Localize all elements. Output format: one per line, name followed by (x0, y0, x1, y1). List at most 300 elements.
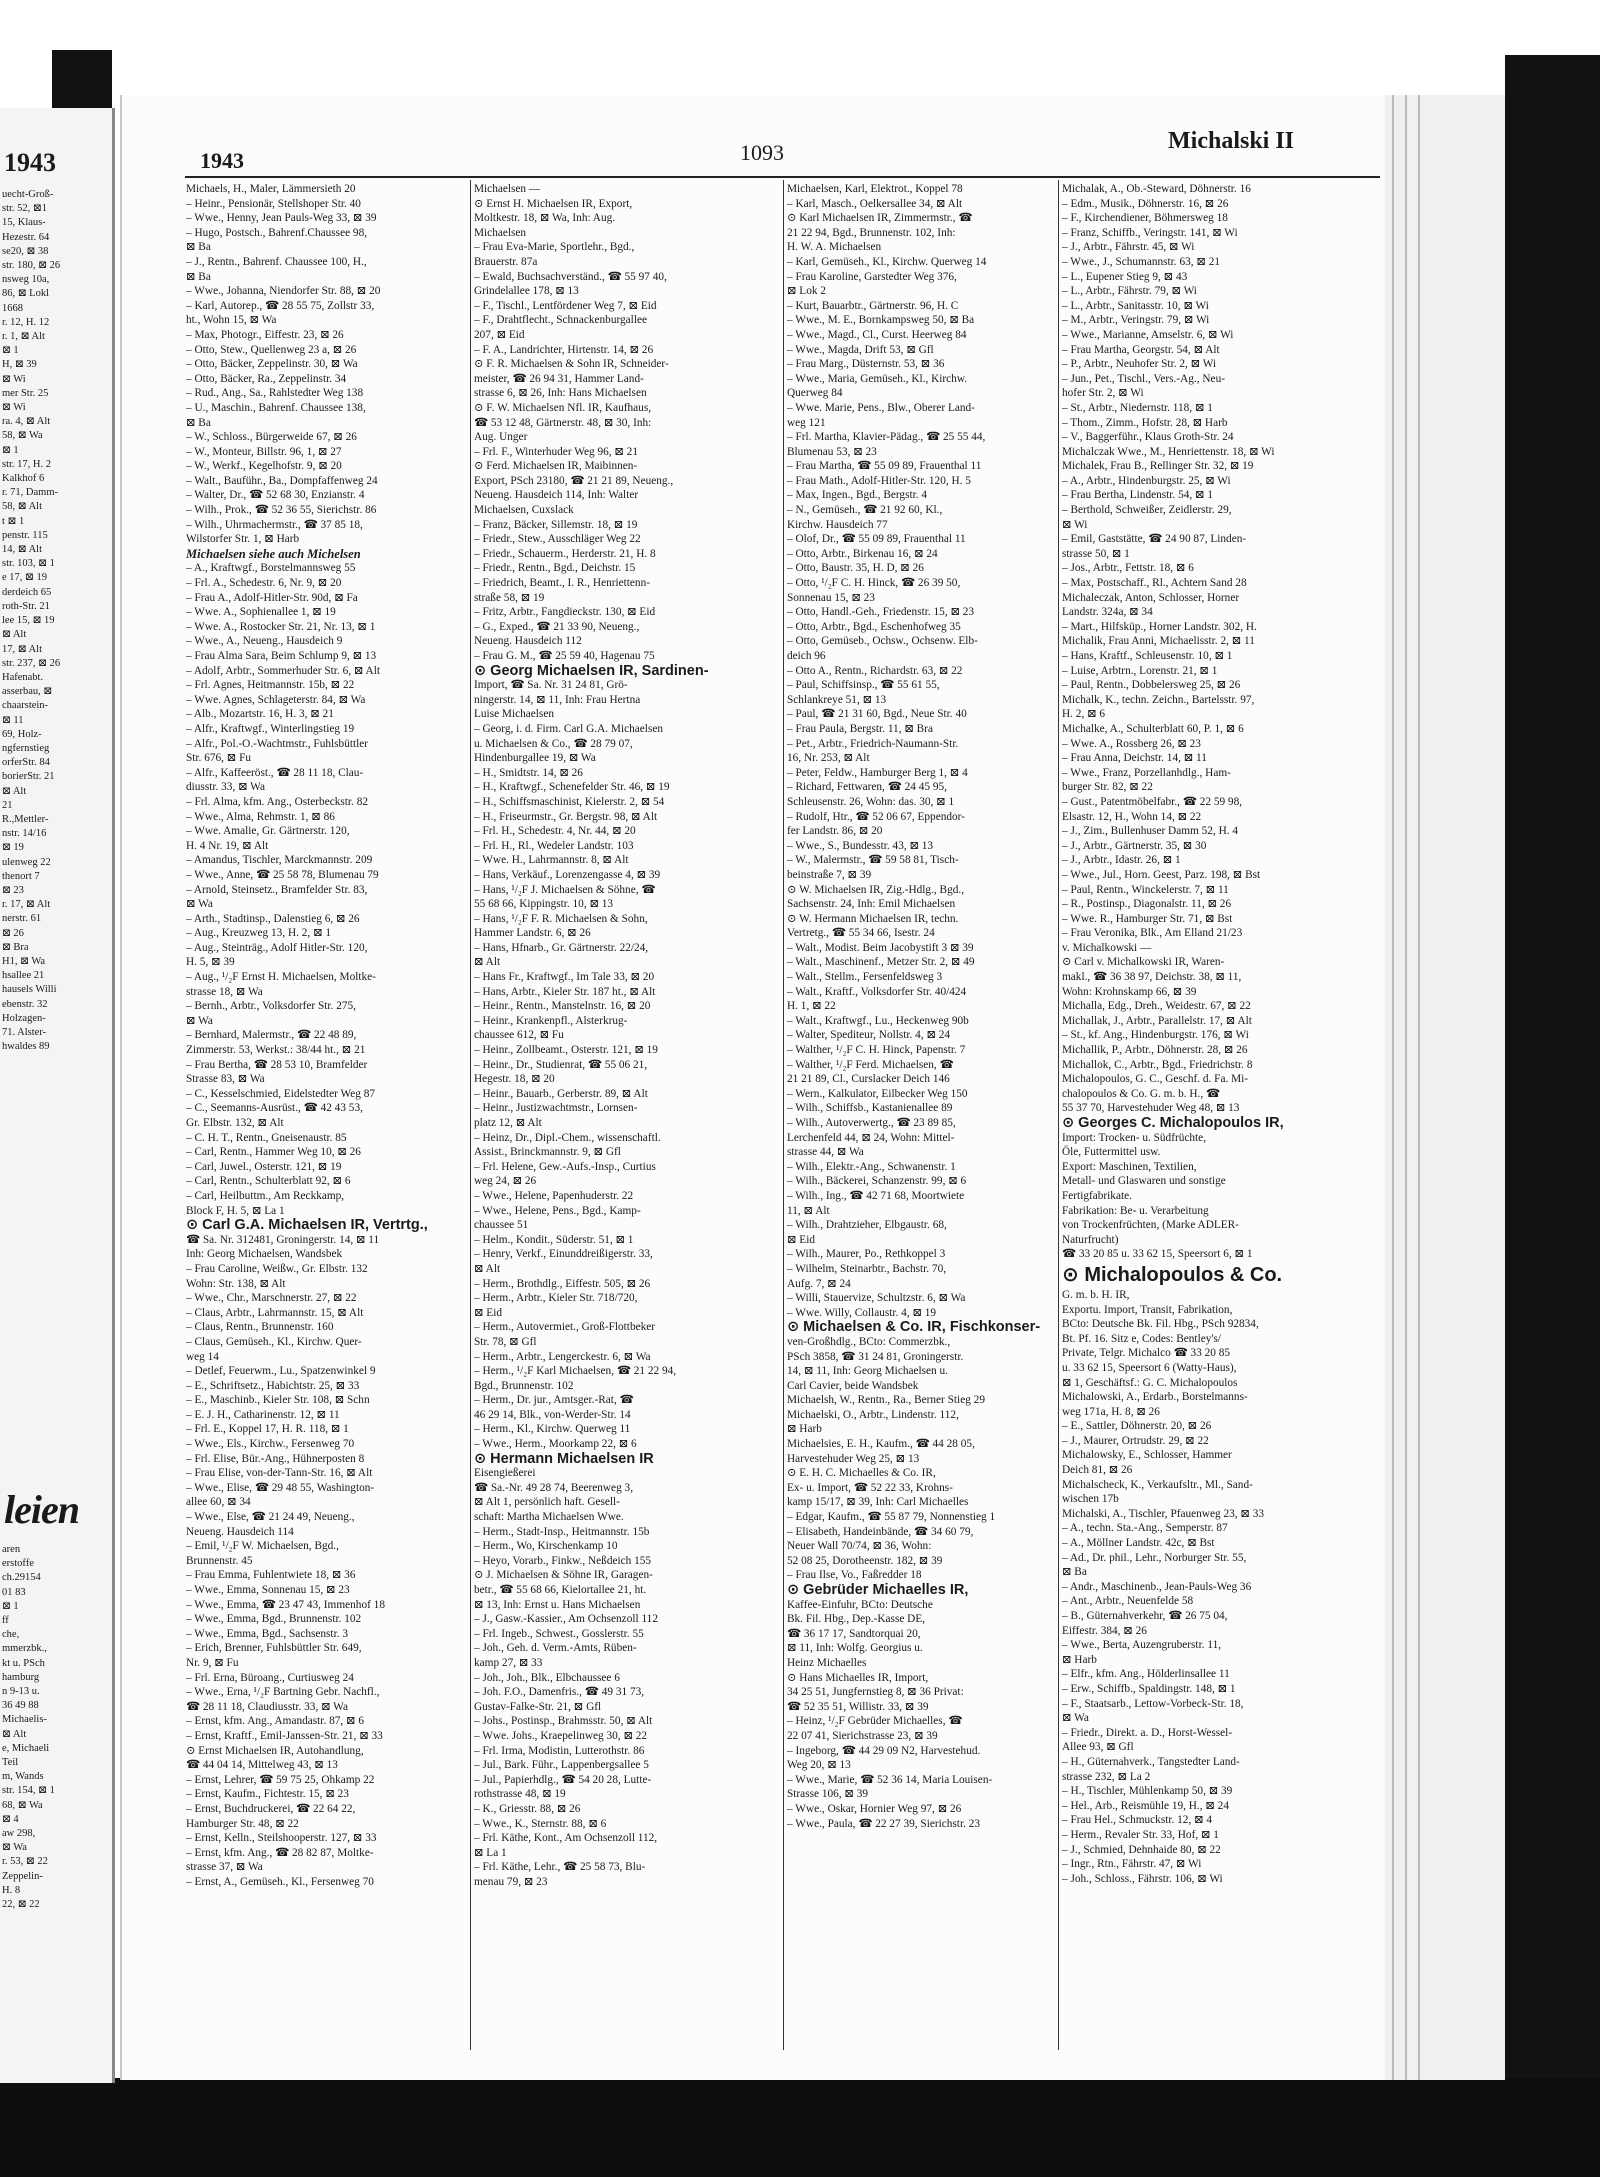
directory-entry-line: – Friedr., Stew., Ausschläger Weg 22 (474, 533, 641, 546)
directory-entry-line: – Wilhelm, Steinarbtr., Bachstr. 70, (787, 1262, 947, 1275)
directory-entry-line: Bk. Fil. Hbg., Dep.-Kasse DE, (787, 1613, 926, 1626)
directory-entry-line: Michalla, Edg., Dreh., Weidestr. 67, ⊠ 22 (1062, 1000, 1251, 1013)
directory-entry-line: ningerstr. 14, ⊠ 11, Inh: Frau Hertna (474, 693, 641, 706)
directory-entry-line: – Herm., Arbtr., Kieler Str. 718/720, (474, 1292, 638, 1305)
directory-entry-line: ven-Großhdlg., BCto: Commerzbk., (787, 1335, 951, 1348)
directory-entry-line: 21 21 89, Cl., Curslacker Deich 146 (787, 1073, 950, 1086)
directory-entry-line: – Max, Postschaff., Rl., Achtern Sand 28 (1062, 577, 1247, 590)
directory-entry-line: Michalowski, A., Erdarb., Borstelmanns- (1062, 1391, 1248, 1404)
directory-entry-line: – Emil, Gaststätte, ☎ 24 90 87, Linden- (1062, 533, 1247, 546)
directory-entry-line: diusstr. 33, ⊠ Wa (186, 781, 265, 794)
previous-page-line: ⊠ 1 (2, 444, 19, 456)
directory-entry-line: ⊙ Ferd. Michaelsen IR, Maibinnen- (474, 460, 638, 473)
directory-entry-line: – Olof, Dr., ☎ 55 09 89, Frauenthal 11 (787, 533, 966, 546)
directory-entry-line: Ex- u. Import, ☎ 52 22 33, Krohns- (787, 1481, 953, 1494)
directory-entry-line: ⊠ Ba (186, 270, 211, 283)
previous-page-line: ⊠ Alt (2, 629, 27, 641)
directory-entry-line: ⊠ 11, Inh: Wolfg. Georgius u. (787, 1642, 923, 1655)
directory-entry-line: – Hans, Hfnarb., Gr. Gärtnerstr. 22/24, (474, 941, 649, 954)
previous-page-line: ⊠ 1 (2, 345, 19, 357)
previous-page-line: ⊠ Wi (2, 373, 26, 385)
directory-entry-line: – Wilh., Drahtzieher, Elbgaustr. 68, (787, 1219, 947, 1232)
previous-page-line: mmerzbk., (2, 1643, 47, 1655)
directory-entry-line: – Wilh., Bäckerei, Schanzenstr. 99, ⊠ 6 (787, 1175, 967, 1188)
directory-column-4 (1062, 182, 1362, 1886)
directory-entry-line: H. 5, ⊠ 39 (186, 956, 235, 969)
previous-page-line: ra. 4, ⊠ Alt (2, 416, 51, 428)
directory-entry-line: – Wwe., Johanna, Niendorfer Str. 88, ⊠ 20 (186, 285, 381, 298)
directory-entry-line: – Wilh., Prok., ☎ 52 36 55, Sierichstr. 86 (186, 504, 377, 517)
directory-entry-line: Michaelski, O., Arbtr., Lindenstr. 112, (787, 1408, 959, 1421)
directory-entry-line: – Otto, Arbtr., Birkenau 16, ⊠ 24 (787, 547, 938, 560)
previous-page-line: roth-Str. 21 (2, 600, 50, 612)
directory-entry-line: – Kurt, Bauarbtr., Gärtnerstr. 96, H. C (787, 299, 959, 312)
directory-entry-line: Fabrikation: Be- u. Verarbeitung (1062, 1204, 1209, 1217)
directory-entry-line: chaussee 51 (474, 1219, 529, 1232)
directory-entry-line: Bgd., Brunnenstr. 102 (474, 1379, 574, 1392)
directory-entry-line: – Karl, Masch., Oelkersallee 34, ⊠ Alt (787, 197, 963, 210)
directory-entry-line: – Edgar, Kaufm., ☎ 55 87 79, Nonnenstieg 1 (787, 1511, 996, 1524)
directory-entry-line: – Bernhard, Malermstr., ☎ 22 48 89, (186, 1029, 357, 1042)
directory-entry-line: weg 24, ⊠ 26 (474, 1175, 537, 1188)
directory-entry-line: – Aug., Steinträg., Adolf Hitler-Str. 120, (186, 941, 368, 954)
directory-entry-line: – Frau Karoline, Garstedter Weg 376, (787, 270, 957, 283)
directory-entry-line: Assist., Brinckmannstr. 9, ⊠ Gfl (474, 1146, 621, 1159)
directory-entry-line: Michalczak Wwe., M., Henriettenstr. 18, ⊠ Wi (1062, 445, 1275, 458)
directory-entry-line: Hegestr. 18, ⊠ 20 (474, 1073, 555, 1086)
directory-entry-line: Eiffestr. 384, ⊠ 26 (1062, 1624, 1147, 1637)
directory-entry-line: – Joh., Schloss., Fährstr. 106, ⊠ Wi (1062, 1872, 1223, 1885)
previous-page-line: ⊠ Alt (2, 785, 27, 797)
directory-entry-line: – Walt., Maschinenf., Metzer Str. 2, ⊠ 49 (787, 956, 975, 969)
directory-entry-line: – Wwe., Chr., Marschnerstr. 27, ⊠ 22 (186, 1292, 357, 1305)
previous-page-line: str. 103, ⊠ 1 (2, 558, 55, 570)
directory-entry-line: Wohn: Krohnskamp 66, ⊠ 39 (1062, 985, 1197, 998)
directory-entry-line: – Frl. A., Schedestr. 6, Nr. 9, ⊠ 20 (186, 577, 342, 590)
previous-page-line: m, Wands (2, 1771, 44, 1783)
directory-entry-line: Elsastr. 12, H., Wohn 14, ⊠ 22 (1062, 810, 1202, 823)
directory-entry-line: – Frau A., Adolf-Hitler-Str. 90d, ⊠ Fa (186, 591, 358, 604)
previous-page-line: 68, ⊠ Wa (2, 1799, 43, 1811)
directory-entry-line: ☎ 36 17 17, Sandtorquai 20, (787, 1627, 921, 1640)
directory-entry-line: Blumenau 53, ⊠ 23 (787, 445, 877, 458)
previous-page-line: orferStr. 84 (2, 757, 50, 769)
directory-entry-line: – Thom., Zimm., Hofstr. 28, ⊠ Harb (1062, 416, 1228, 429)
directory-entry-line: – Wwe. R., Hamburger Str. 71, ⊠ Bst (1062, 912, 1233, 925)
directory-entry-line: – Wwe., Helene, Papenhuderstr. 22 (474, 1189, 634, 1202)
directory-entry-line: – H., Smidtstr. 14, ⊠ 26 (474, 766, 583, 779)
directory-entry-line: – U., Maschin., Bahrenf. Chaussee 138, (186, 401, 366, 414)
directory-entry-line: – Wwe. Agnes, Schlageterstr. 84, ⊠ Wa (186, 693, 366, 706)
directory-entry-line: – H., Tischler, Mühlenkamp 50, ⊠ 39 (1062, 1785, 1233, 1798)
directory-entry-line: – Otto, Bäcker, Zeppelinstr. 30, ⊠ Wa (186, 358, 358, 371)
directory-entry-line: Zimmerstr. 53, Werkst.: 38/44 ht., ⊠ 21 (186, 1044, 366, 1057)
directory-entry-line: – Wwe., Herm., Moorkamp 22, ⊠ 6 (474, 1438, 637, 1451)
directory-entry-line: – Frau Paula, Bergstr. 11, ⊠ Bra (787, 722, 933, 735)
directory-entry-line: – Wwe., Marianne, Amselstr. 6, ⊠ Wi (1062, 328, 1234, 341)
directory-entry-line: – Frl. H., Rl., Wedeler Landstr. 103 (474, 839, 634, 852)
previous-page-line: r. 71, Damm- (2, 487, 58, 499)
previous-page-line: Michaelis- (2, 1714, 47, 1726)
directory-entry-line: ⊠ Alt 1, persönlich haft. Gesell- (474, 1496, 620, 1509)
directory-entry-line: u. 33 62 15, Speersort 6 (Watty-Haus), (1062, 1361, 1237, 1374)
directory-entry-line: Heinz Michaelles (787, 1656, 867, 1669)
directory-entry-line: – J., Arbtr., Gärtnerstr. 35, ⊠ 30 (1062, 839, 1207, 852)
directory-entry-line: – Hans, ¹/₂F J. Michaelsen & Söhne, ☎ (474, 883, 656, 896)
directory-entry-line: – Paul, ☎ 21 31 60, Bgd., Neue Str. 40 (787, 708, 967, 721)
directory-entry-line: – Ernst, kfm. Ang., Amandastr. 87, ⊠ 6 (186, 1715, 364, 1728)
page-running-head: Michalski II (1168, 128, 1295, 154)
directory-entry-line: – Elfr., kfm. Ang., Hölderlinsallee 11 (1062, 1668, 1230, 1681)
directory-entry-line: – Wwe., Helene, Pens., Bgd., Kamp- (474, 1204, 641, 1217)
directory-entry-line: Neuer Wall 70/74, ⊠ 36, Wohn: (787, 1540, 932, 1553)
directory-entry-line: ⊠ 13, Inh: Ernst u. Hans Michaelsen (474, 1598, 641, 1611)
directory-entry-line: – Aug., ¹/₂F Ernst H. Michaelsen, Moltke- (186, 971, 376, 984)
directory-entry-line: Wilstorfer Str. 1, ⊠ Harb (186, 533, 300, 546)
directory-entry-line: – Walt., Kraftwgf., Lu., Heckenweg 90b (787, 1014, 969, 1027)
directory-entry-line: 14, ⊠ 11, Inh: Georg Michaelsen u. (787, 1365, 949, 1378)
previous-page-line: hsallee 21 (2, 970, 45, 982)
directory-entry-line: – Ernst, Kaufm., Fichtestr. 15, ⊠ 23 (186, 1788, 349, 1801)
directory-entry-line: – Heinz, Dr., Dipl.-Chem., wissenschaftl. (474, 1131, 661, 1144)
directory-entry-line: G. m. b. H. IR, (1062, 1288, 1130, 1301)
directory-entry-line: – Wwe., Magd., Cl., Curst. Heerweg 84 (787, 328, 967, 341)
directory-entry-line: – Andr., Maschinenb., Jean-Pauls-Weg 36 (1062, 1580, 1252, 1593)
directory-entry-line: – Amandus, Tischler, Marckmannstr. 209 (186, 854, 373, 867)
page-stack-edge (1385, 95, 1505, 2080)
previous-page-line: che, (2, 1629, 20, 1641)
directory-entry-line: ⊙ Ernst H. Michaelsen IR, Export, (474, 197, 633, 210)
directory-entry-line: – Wwe., Franz, Porzellanhdlg., Ham- (1062, 766, 1231, 779)
directory-entry-line: Michaelsen (474, 226, 527, 239)
directory-entry-line: – Wilh., Uhrmachermstr., ☎ 37 85 18, (186, 518, 363, 531)
directory-entry-line: – Wwe. H., Lahrmannstr. 8, ⊠ Alt (474, 854, 629, 867)
directory-entry-line: – Walter, Spediteur, Nollstr. 4, ⊠ 24 (787, 1029, 951, 1042)
directory-entry-line: Michaelsh, W., Rentn., Ra., Berner Stieg 29 (787, 1394, 985, 1407)
directory-entry-line: – Hans, Arbtr., Kieler Str. 187 ht., ⊠ Alt (474, 985, 656, 998)
directory-entry-line: Neueng. Hausdeich 114 (186, 1525, 294, 1538)
directory-entry-line: ⊠ Alt (474, 1262, 501, 1275)
directory-entry-line: ☎ 53 12 48, Gärtnerstr. 48, ⊠ 30, Inh: (474, 416, 652, 429)
directory-entry-line: – Berthold, Schweißer, Zeidlerstr. 29, (1062, 504, 1232, 517)
previous-page-line: 14, ⊠ Alt (2, 544, 43, 556)
directory-entry-line: – Jul., Bark. Führ., Lappenbergsallee 5 (474, 1759, 649, 1772)
directory-entry-line: Michalski, A., Tischler, Pfauenweg 23, ⊠ 33 (1062, 1507, 1264, 1520)
directory-entry-line: – Ernst, A., Gemüseh., Kl., Fersenweg 70 (186, 1875, 374, 1888)
directory-entry-line: hofer Str. 2, ⊠ Wi (1062, 387, 1144, 400)
directory-entry-line: ⊠ Wa (186, 898, 213, 911)
directory-entry-line: – Hans, Verkäuf., Lorenzengasse 4, ⊠ 39 (474, 868, 661, 881)
directory-entry-line: – Edm., Musik., Döhnerstr. 16, ⊠ 26 (1062, 197, 1229, 210)
directory-entry-line: Querweg 84 (787, 387, 843, 400)
previous-page-line: erstoffe (2, 1558, 34, 1570)
directory-entry-line: – Paul, Rentn., Winckelerstr. 7, ⊠ 11 (1062, 883, 1229, 896)
previous-page-line: r. 17, ⊠ Alt (2, 899, 51, 911)
previous-page-line: ⊠ 11 (2, 714, 24, 726)
previous-page-line: ff (2, 1615, 9, 1627)
directory-entry-line: Michaelsen, Karl, Elektrot., Koppel 78 (787, 183, 963, 195)
directory-entry-line: Str. 676, ⊠ Fu (186, 752, 252, 765)
previous-page-line: hamburg (2, 1671, 40, 1683)
directory-entry-line: – Pet., Arbtr., Friedrich-Naumann-Str. (787, 737, 959, 750)
header-rule (185, 176, 1380, 178)
directory-entry-line: – Frau Martha, ☎ 55 09 89, Frauenthal 11 (787, 460, 982, 473)
directory-entry-line: Nr. 9, ⊠ Fu (186, 1656, 239, 1669)
directory-entry-line: – Max, Photogr., Eiffestr. 23, ⊠ 26 (186, 328, 344, 341)
previous-page-line: Teil (2, 1757, 19, 1769)
directory-entry-line: beinstraße 7, ⊠ 39 (787, 868, 872, 881)
directory-entry-line: – Wwe., Emma, Bgd., Sachsenstr. 3 (186, 1627, 349, 1640)
directory-entry-line: – Frl. Elise, Bür.-Ang., Hühnerposten 8 (186, 1452, 365, 1465)
directory-entry-line: – Heinz, ¹/₂F Gebrüder Michaelles, ☎ (787, 1715, 963, 1728)
page-number: 1093 (740, 140, 784, 165)
directory-entry-line: – Franz, Bäcker, Sillemstr. 18, ⊠ 19 (474, 518, 638, 531)
previous-page-line: e, Michaeli (2, 1742, 50, 1754)
directory-entry-line: Deich 81, ⊠ 26 (1062, 1464, 1133, 1477)
directory-entry-line: Michalke, A., Schulterblatt 60, P. 1, ⊠ 6 (1062, 722, 1244, 735)
directory-entry-line: – Friedrich, Beamt., I. R., Henriettenn- (474, 577, 650, 590)
directory-entry-line: 21 22 94, Bgd., Brunnenstr. 102, Inh: (787, 226, 956, 239)
directory-entry-line: – L., Arbtr., Fährstr. 79, ⊠ Wi (1062, 285, 1197, 298)
directory-entry-line: Michallak, J., Arbtr., Parallelstr. 17, ⊠ Alt (1062, 1014, 1252, 1027)
directory-entry-line: ⊙ F. R. Michaelsen & Sohn IR, Schneider- (474, 358, 669, 371)
directory-entry-line: ⊙ Karl Michaelsen IR, Zimmermstr., ☎ (787, 212, 973, 225)
directory-entry-line: Hindenburgallee 19, ⊠ Wa (474, 752, 596, 765)
directory-entry-line: – E., Schriftsetz., Habichtstr. 25, ⊠ 33 (186, 1379, 360, 1392)
directory-entry-line: rothstrasse 48, ⊠ 19 (474, 1788, 566, 1801)
directory-entry-line: – St., Arbtr., Niedernstr. 118, ⊠ 1 (1062, 401, 1213, 414)
directory-entry-line: ⊠ Eid (787, 1233, 815, 1246)
directory-entry-line: – Wwe., Emma, Sonnenau 15, ⊠ 23 (186, 1584, 350, 1596)
column-rule (470, 180, 471, 2050)
previous-page-line: ⊠ 4 (2, 1813, 19, 1825)
directory-entry-line: fer Landstr. 86, ⊠ 20 (787, 825, 883, 838)
directory-entry-line: 55 37 70, Harvestehuder Weg 48, ⊠ 13 (1062, 1102, 1240, 1115)
directory-entry-line: – Willi, Stauervize, Schultzstr. 6, ⊠ Wa (787, 1292, 966, 1305)
previous-page-line: ngfernstieg (2, 742, 50, 754)
previous-page-text (2, 188, 60, 1054)
directory-entry-line: betr., ☎ 55 68 66, Kielortallee 21, ht. (474, 1584, 647, 1596)
directory-entry-line: – E. J. H., Catharinenstr. 12, ⊠ 11 (186, 1408, 340, 1421)
directory-entry-line: – L., Arbtr., Sanitasstr. 10, ⊠ Wi (1062, 299, 1209, 312)
directory-entry-line: ⊙ Carl G.A. Michaelsen IR, Vertrtg., (186, 1218, 428, 1233)
directory-entry-line: – H., Schiffsmaschinist, Kielerstr. 2, ⊠ 54 (474, 795, 665, 808)
directory-entry-line: Aug. Unger (474, 431, 528, 444)
directory-entry-line: – Frau Bertha, Lindenstr. 54, ⊠ 1 (1062, 489, 1213, 502)
directory-entry-line: wischen 17b (1062, 1493, 1119, 1506)
directory-entry-line: – Frl. F., Winterhuder Weg 96, ⊠ 21 (474, 445, 638, 458)
directory-entry-line: – Claus, Gemüseh., Kl., Kirchw. Quer- (186, 1335, 362, 1348)
directory-entry-line: – Wilh., Ing., ☎ 42 71 68, Moortwiete (787, 1189, 965, 1202)
directory-entry-line: Weg 20, ⊠ 13 (787, 1759, 851, 1772)
directory-entry-line: – Herm., Brothdlg., Eiffestr. 505, ⊠ 26 (474, 1277, 651, 1290)
previous-page-line: 58, ⊠ Wa (2, 430, 43, 442)
directory-entry-line: – Luise, Arbtrn., Lorenstr. 21, ⊠ 1 (1062, 664, 1218, 677)
directory-entry-line: ⊙ Michalopoulos & Co. (1062, 1263, 1283, 1286)
directory-entry-line: – Frl. Martha, Klavier-Pädag., ☎ 25 55 44, (787, 431, 986, 444)
directory-entry-line: ⊙ Michaelsen & Co. IR, Fischkonser- (787, 1320, 1041, 1335)
directory-entry-line: Import: Trocken- u. Südfrüchte, (1062, 1131, 1207, 1144)
directory-entry-line: – G., Exped., ☎ 21 33 90, Neueng., (474, 620, 640, 633)
directory-entry-line: ⊙ J. Michaelsen & Söhne IR, Garagen- (474, 1569, 653, 1582)
directory-entry-line: ht., Wohn 15, ⊠ Wa (186, 314, 277, 327)
directory-entry-line: – Heinr., Justizwachtmstr., Lornsen- (474, 1102, 638, 1115)
directory-entry-line: – Hugo, Postsch., Bahrenf.Chaussee 98, (186, 226, 368, 239)
previous-page-line: 1668 (2, 302, 23, 314)
directory-entry-line: – Otto, Bäcker, Ra., Zeppelinstr. 34 (186, 372, 347, 385)
previous-page-line: hausels Willi (2, 984, 57, 996)
directory-entry-line: – J., Maurer, Ortrudstr. 29, ⊠ 22 (1062, 1434, 1209, 1447)
directory-entry-line: – W., Malermstr., ☎ 59 58 81, Tisch- (787, 854, 959, 867)
directory-entry-line: Fertigfabrikate. (1062, 1189, 1132, 1202)
previous-page-line: penstr. 115 (2, 529, 48, 541)
directory-entry-line: – Johs., Postinsp., Brahmsstr. 50, ⊠ Alt (474, 1715, 653, 1728)
previous-page-line: ⊠ Wa (2, 1842, 27, 1854)
directory-entry-line: – Frau Math., Adolf-Hitler-Str. 120, H. 5 (787, 474, 971, 487)
previous-page-line: aren (2, 1544, 21, 1555)
previous-page-line: ⊠ 1 (2, 1600, 19, 1612)
directory-entry-line: – P., Arbtr., Neuhofer Str. 2, ⊠ Wi (1062, 358, 1217, 371)
directory-entry-line: Michaelsen siehe auch Michelsen (186, 546, 361, 561)
directory-entry-line: – H., Kraftwgf., Schenefelder Str. 46, ⊠ 19 (474, 781, 670, 794)
directory-entry-line: Eisengießerei (474, 1467, 536, 1480)
directory-entry-line: strasse 37, ⊠ Wa (186, 1861, 263, 1874)
directory-entry-line: – Frau Elise, von-der-Tann-Str. 16, ⊠ Alt (186, 1467, 373, 1480)
directory-entry-line: Michalopoulos, G. C., Geschf. d. Fa. Mi- (1062, 1073, 1249, 1086)
directory-entry-line: Wohn: Str. 138, ⊠ Alt (186, 1277, 286, 1290)
directory-entry-line: – Wilh., Elektr.-Ang., Schwanenstr. 1 (787, 1160, 956, 1173)
directory-entry-line: – Ernst, Lehrer, ☎ 59 75 25, Ohkamp 22 (186, 1773, 375, 1786)
directory-entry-line: ⊙ Georg Michaelsen IR, Sardinen- (474, 663, 709, 679)
directory-entry-line: Block F, H. 5, ⊠ La 1 (186, 1204, 285, 1217)
directory-entry-line: – Friedr., Rentn., Bgd., Deichstr. 15 (474, 562, 636, 575)
directory-entry-line: – J., Schmied, Dehnhaide 80, ⊠ 22 (1062, 1843, 1221, 1856)
directory-entry-line: – Frl. Agnes, Heitmannstr. 15b, ⊠ 22 (186, 679, 355, 692)
directory-entry-line: – Wwe., Els., Kirchw., Fersenweg 70 (186, 1438, 355, 1451)
directory-entry-line: – F., Staatsarb., Lettow-Vorbeck-Str. 18, (1062, 1697, 1244, 1710)
directory-entry-line: – Frau Anna, Deichstr. 14, ⊠ 11 (1062, 752, 1207, 765)
directory-entry-line: – Walt., Kraftf., Volksdorfer Str. 40/424 (787, 985, 967, 998)
directory-entry-line: – J., Gasw.-Kassier., Am Ochsenzoll 112 (474, 1613, 658, 1626)
previous-page-line: se20, ⊠ 38 (2, 245, 49, 257)
directory-entry-line: Brauerstr. 87a (474, 255, 538, 268)
directory-entry-line: Bt. Pf. 16. Sitz e, Codes: Bentley's/ (1062, 1332, 1221, 1345)
directory-entry-line: ⊙ W. Hermann Michaelsen IR, techn. (787, 912, 959, 925)
directory-entry-line: Hammer Landstr. 6, ⊠ 26 (474, 927, 591, 940)
directory-entry-line: ⊙ F. W. Michaelsen Nfl. IR, Kaufhaus, (474, 401, 652, 414)
directory-entry-line: H. 1, ⊠ 22 (787, 1000, 836, 1013)
directory-entry-line: – Peter, Feldw., Hamburger Berg 1, ⊠ 4 (787, 766, 968, 779)
directory-entry-line: – Detlef, Feuerwm., Lu., Spatzenwinkel 9 (186, 1365, 376, 1378)
directory-entry-line: ⊠ Wa (1062, 1712, 1089, 1725)
directory-entry-line: 207, ⊠ Eid (474, 328, 525, 341)
directory-entry-line: – Herm., ¹/₂F Karl Michaelsen, ☎ 21 22 94, (474, 1365, 677, 1378)
previous-page-line: Hafenabt. (2, 671, 44, 683)
directory-entry-line: Kirchw. Hausdeich 77 (787, 518, 888, 531)
directory-entry-line: – Frau Caroline, Weißw., Gr. Elbstr. 132 (186, 1262, 368, 1275)
directory-entry-line: strasse 6, ⊠ 26, Inh: Hans Michaelsen (474, 387, 647, 400)
directory-entry-line: ☎ Sa. Nr. 312481, Groningerstr. 14, ⊠ 11 (186, 1233, 380, 1246)
directory-entry-line: ☎ 44 04 14, Mittelweg 43, ⊠ 13 (186, 1759, 338, 1772)
directory-entry-line: ⊠ Ba (1062, 1566, 1087, 1579)
directory-entry-line: – Wwe., Emma, Bgd., Brunnenstr. 102 (186, 1613, 362, 1626)
directory-entry-line: Aufg. 7, ⊠ 24 (787, 1277, 851, 1290)
previous-page-line: 22, ⊠ 22 (2, 1899, 40, 1911)
directory-entry-line: kamp 27, ⊠ 33 (474, 1656, 543, 1669)
directory-entry-line: – Wwe. Amalie, Gr. Gärtnerstr. 120, (186, 825, 350, 838)
directory-entry-line: ☎ 52 35 51, Willistr. 33, ⊠ 39 (787, 1700, 929, 1713)
directory-entry-line: – Rudolf, Htr., ☎ 52 06 67, Eppendor- (787, 810, 965, 823)
previous-page-line: Hezestr. 64 (2, 231, 50, 243)
directory-entry-line: – Frau Ilse, Vo., Faßredder 18 (787, 1569, 922, 1582)
directory-entry-line: – Wwe. Johs., Kraepelinweg 30, ⊠ 22 (474, 1729, 648, 1742)
directory-entry-line: – Wwe., Marie, ☎ 52 36 14, Maria Louisen- (787, 1773, 993, 1786)
directory-entry-line: 16, Nr. 253, ⊠ Alt (787, 752, 870, 765)
previous-page-line: lee 15, ⊠ 19 (2, 615, 55, 627)
directory-entry-line: schaft: Martha Michaelsen Wwe. (474, 1511, 624, 1524)
directory-entry-line: Harvestehuder Weg 25, ⊠ 13 (787, 1452, 920, 1465)
directory-entry-line: weg 171a, H. 8, ⊠ 26 (1062, 1405, 1160, 1418)
directory-entry-line: 46 29 14, Blk., von-Werder-Str. 14 (474, 1408, 631, 1421)
directory-entry-line: – Frau Eva-Marie, Sportlehr., Bgd., (474, 241, 635, 254)
directory-entry-line: Michallok, C., Arbtr., Bgd., Friedrichstr. 8 (1062, 1058, 1253, 1071)
directory-entry-line: – F. A., Landrichter, Hirtenstr. 14, ⊠ 26 (474, 343, 654, 356)
directory-entry-line: – Carl, Juwel., Osterstr. 121, ⊠ 19 (186, 1160, 342, 1173)
directory-entry-line: Exportu. Import, Transit, Fabrikation, (1062, 1303, 1233, 1316)
directory-entry-line: – F., Kirchendiener, Böhmersweg 18 (1062, 212, 1228, 225)
directory-entry-line: – Arnold, Steinsetz., Bramfelder Str. 83, (186, 883, 368, 896)
directory-entry-line: – Otto A., Rentn., Richardstr. 63, ⊠ 22 (787, 664, 963, 677)
directory-entry-line: strasse 44, ⊠ Wa (787, 1146, 864, 1159)
directory-entry-line: – Wilh., Maurer, Po., Rethkoppel 3 (787, 1248, 946, 1261)
directory-entry-line: – Karl, Gemüseh., Kl., Kirchw. Querweg 14 (787, 255, 987, 268)
directory-entry-line: ⊠ Ba (186, 416, 211, 429)
directory-entry-line: – Richard, Fettwaren, ☎ 24 45 95, (787, 781, 947, 794)
previous-page-line: ⊠ Wi (2, 402, 26, 414)
directory-entry-line: Export, PSch 23180, ☎ 21 21 89, Neueng., (474, 474, 674, 487)
directory-entry-line: Michaleczak, Anton, Schlosser, Horner (1062, 591, 1240, 604)
directory-entry-line: – Wilh., Autoverwertg., ☎ 23 89 85, (787, 1117, 956, 1129)
directory-entry-line: Luise Michaelsen (474, 708, 554, 721)
directory-entry-line: – Elisabeth, Handeinbände, ☎ 34 60 79, (787, 1525, 974, 1538)
directory-entry-line: – Hel., Arb., Reismühle 19, H., ⊠ 24 (1062, 1799, 1229, 1812)
directory-entry-line: chalopoulos & Co. G. m. b. H., ☎ (1062, 1087, 1221, 1100)
page-edge-line (1405, 95, 1407, 2080)
previous-page-line: ⊠ 26 (2, 927, 24, 939)
directory-entry-line: 52 08 25, Dorotheenstr. 182, ⊠ 39 (787, 1554, 943, 1567)
directory-entry-line: – Wwe., Emma, ☎ 23 47 43, Immenhof 18 (186, 1598, 385, 1611)
directory-entry-line: Michaelsies, E. H., Kaufm., ☎ 44 28 05, (787, 1438, 975, 1451)
directory-entry-line: – Emil, ¹/₂F W. Michaelsen, Bgd., (186, 1540, 339, 1553)
directory-entry-line: – Erw., Schiffb., Spaldingstr. 148, ⊠ 1 (1062, 1682, 1236, 1695)
directory-entry-line: Allee 93, ⊠ Gfl (1062, 1741, 1134, 1754)
directory-entry-line: – Wwe., Magda, Drift 53, ⊠ Gfl (787, 343, 934, 356)
directory-entry-line: – Heinr., Bauarb., Gerberstr. 89, ⊠ Alt (474, 1087, 648, 1100)
previous-page-line: str. 237, ⊠ 26 (2, 657, 61, 669)
directory-entry-line: – Hans, Kraftf., Schleusenstr. 10, ⊠ 1 (1062, 650, 1233, 662)
previous-page-line: derdeich 65 (2, 586, 52, 598)
directory-entry-line: – Wwe., Anne, ☎ 25 58 78, Blumenau 79 (186, 868, 379, 881)
previous-page-line: e 17, ⊠ 19 (2, 572, 47, 584)
directory-entry-line: – Walt., Bauführ., Ba., Dompfaffenweg 24 (186, 474, 378, 487)
directory-entry-line: – H., Friseurmstr., Gr. Bergstr. 98, ⊠ Alt (474, 810, 658, 823)
directory-entry-line: Import, ☎ Sa. Nr. 31 24 81, Grö- (474, 679, 628, 692)
directory-entry-line: makl., ☎ 36 38 97, Deichstr. 38, ⊠ 11, (1062, 971, 1242, 984)
previous-page-line: R.,Mettler- (2, 813, 49, 825)
directory-entry-line: Grindelallee 178, ⊠ 13 (474, 285, 579, 298)
directory-entry-line: Michaels, H., Maler, Lämmersieth 20 (186, 183, 356, 195)
directory-entry-line: – Frau Marg., Düsternstr. 53, ⊠ 36 (787, 358, 945, 371)
